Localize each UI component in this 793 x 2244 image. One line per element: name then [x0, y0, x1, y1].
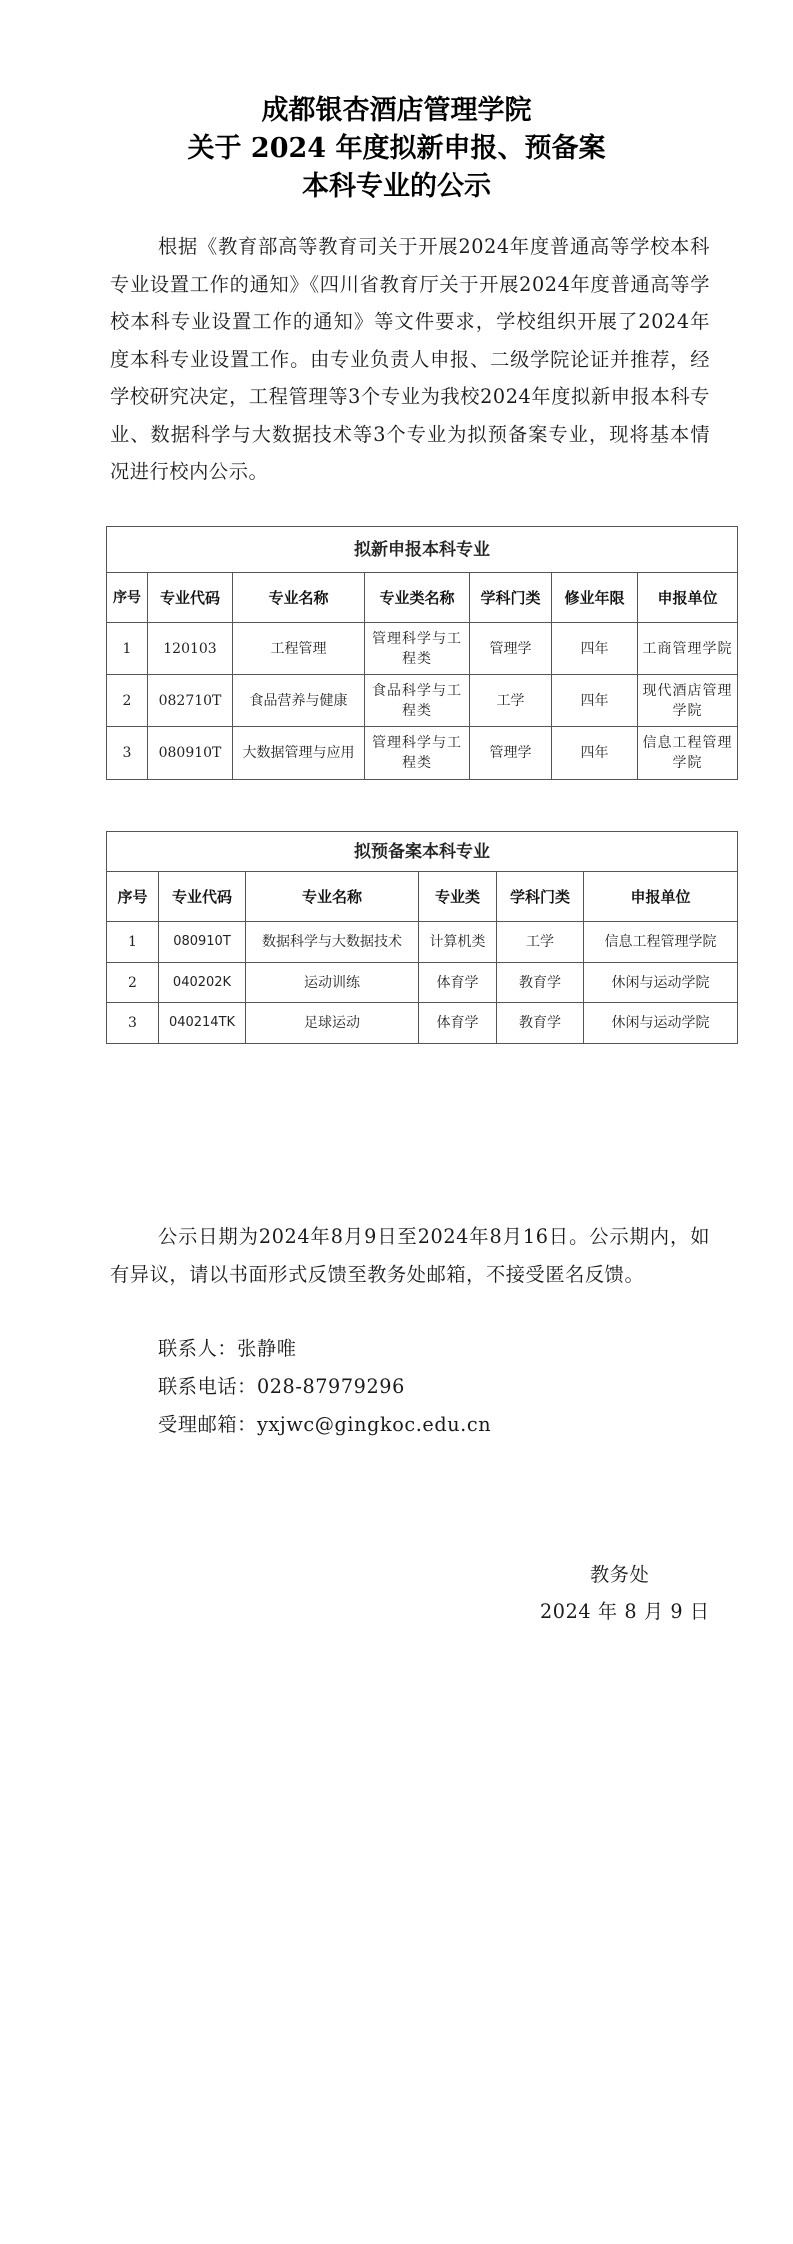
- cell-name: 食品营养与健康: [233, 675, 365, 727]
- cell-unit: 信息工程管理学院: [584, 922, 738, 963]
- cell-name: 工程管理: [233, 623, 365, 675]
- new-majors-table: [106, 526, 738, 780]
- cell-unit: 工商管理学院: [638, 623, 738, 675]
- cell-index: 2: [107, 675, 148, 727]
- table-row: [107, 922, 738, 963]
- table-row: [107, 727, 738, 780]
- cell-category: 体育学: [419, 1003, 497, 1044]
- table-header-row: [107, 872, 738, 922]
- table-caption: 拟新申报本科专业: [107, 527, 738, 573]
- header-unit: 申报单位: [584, 872, 738, 922]
- table-header-row: [107, 573, 738, 623]
- cell-duration: 四年: [552, 675, 638, 727]
- header-index: 序号: [107, 872, 159, 922]
- cell-discipline: 管理学: [470, 727, 552, 780]
- cell-unit: 休闲与运动学院: [584, 1003, 738, 1044]
- header-category: 专业类: [419, 872, 497, 922]
- contact-email-link[interactable]: yxjwc@gingkoc.edu.cn: [256, 1413, 492, 1436]
- header-duration: 修业年限: [552, 573, 638, 623]
- header-unit: 申报单位: [638, 573, 738, 623]
- header-code: 专业代码: [148, 573, 233, 623]
- cell-duration: 四年: [552, 623, 638, 675]
- cell-index: 1: [107, 922, 159, 963]
- cell-index: 3: [107, 1003, 159, 1044]
- cell-index: 3: [107, 727, 148, 780]
- cell-discipline: 教育学: [497, 963, 584, 1003]
- signoff-date: 2024 年 8 月 9 日: [540, 1600, 710, 1623]
- header-category: 专业类名称: [365, 573, 470, 623]
- contact-person: [158, 1330, 297, 1368]
- intro-paragraph: 根据《教育部高等教育司关于开展2024年度普通高等学校本科专业设置工作的通知》《四川省教育厅关于开展2024年度普通高等学校本科专业设置工作的通知》等文件要求，学校组织开展了2024年度本科专业设置工作。由专业负责人申报、二级学院论证并推荐，经学校研究决定，工程管理等3个专业为我校2024年度拟新申报本科专业、数据科学与大数据技术等3个专业为拟预备案专业，现将基本情况进行校内公示。: [110, 235, 710, 483]
- contact-email-label: 受理邮箱：: [158, 1413, 257, 1436]
- cell-code: 082710T: [148, 675, 233, 727]
- cell-index: 2: [107, 963, 159, 1003]
- contact-phone: [158, 1368, 405, 1406]
- table-row: [107, 1003, 738, 1044]
- cell-unit: 休闲与运动学院: [584, 963, 738, 1003]
- cell-category: 食品科学与工程类: [365, 675, 470, 727]
- cell-name: 大数据管理与应用: [233, 727, 365, 780]
- contact-person-value: 张静唯: [237, 1337, 297, 1360]
- cell-unit: 信息工程管理学院: [638, 727, 738, 780]
- cell-code: 080910T: [148, 727, 233, 780]
- cell-code: 080910T: [159, 922, 246, 963]
- contact-email: [158, 1406, 491, 1444]
- cell-code: 120103: [148, 623, 233, 675]
- table-row: [107, 963, 738, 1003]
- header-discipline: 学科门类: [470, 573, 552, 623]
- cell-name: 运动训练: [246, 963, 419, 1003]
- cell-duration: 四年: [552, 727, 638, 780]
- contact-phone-value: 028-87979296: [256, 1375, 405, 1398]
- table-row: [107, 675, 738, 727]
- cell-discipline: 工学: [470, 675, 552, 727]
- document-title: [0, 92, 793, 206]
- signoff-department: 教务处: [590, 1563, 650, 1586]
- table-row: [107, 623, 738, 675]
- header-code: 专业代码: [159, 872, 246, 922]
- cell-name: 足球运动: [246, 1003, 419, 1044]
- cell-discipline: 管理学: [470, 623, 552, 675]
- header-name: 专业名称: [233, 573, 365, 623]
- cell-name: 数据科学与大数据技术: [246, 922, 419, 963]
- cell-category: 计算机类: [419, 922, 497, 963]
- cell-category: 体育学: [419, 963, 497, 1003]
- cell-unit: 现代酒店管理学院: [638, 675, 738, 727]
- header-name: 专业名称: [246, 872, 419, 922]
- notice-paragraph: 公示日期为2024年8月9日至2024年8月16日。公示期内，如有异议，请以书面形式反馈至教务处邮箱，不接受匿名反馈。: [110, 1225, 710, 1286]
- title-line-3: 本科专业的公示: [302, 171, 491, 202]
- cell-index: 1: [107, 623, 148, 675]
- table-caption: 拟预备案本科专业: [107, 832, 738, 872]
- contact-phone-label: 联系电话：: [158, 1375, 257, 1398]
- title-line-1: 成都银杏酒店管理学院: [261, 95, 532, 126]
- cell-category: 管理科学与工程类: [365, 623, 470, 675]
- title-line-2: 关于 2024 年度拟新申报、预备案: [187, 133, 606, 164]
- cell-category: 管理科学与工程类: [365, 727, 470, 780]
- cell-code: 040202K: [159, 963, 246, 1003]
- header-index: 序号: [107, 573, 148, 623]
- cell-discipline: 教育学: [497, 1003, 584, 1044]
- cell-discipline: 工学: [497, 922, 584, 963]
- contact-person-label: 联系人：: [158, 1337, 238, 1360]
- cell-code: 040214TK: [159, 1003, 246, 1044]
- filing-majors-table: [106, 831, 738, 1044]
- header-discipline: 学科门类: [497, 872, 584, 922]
